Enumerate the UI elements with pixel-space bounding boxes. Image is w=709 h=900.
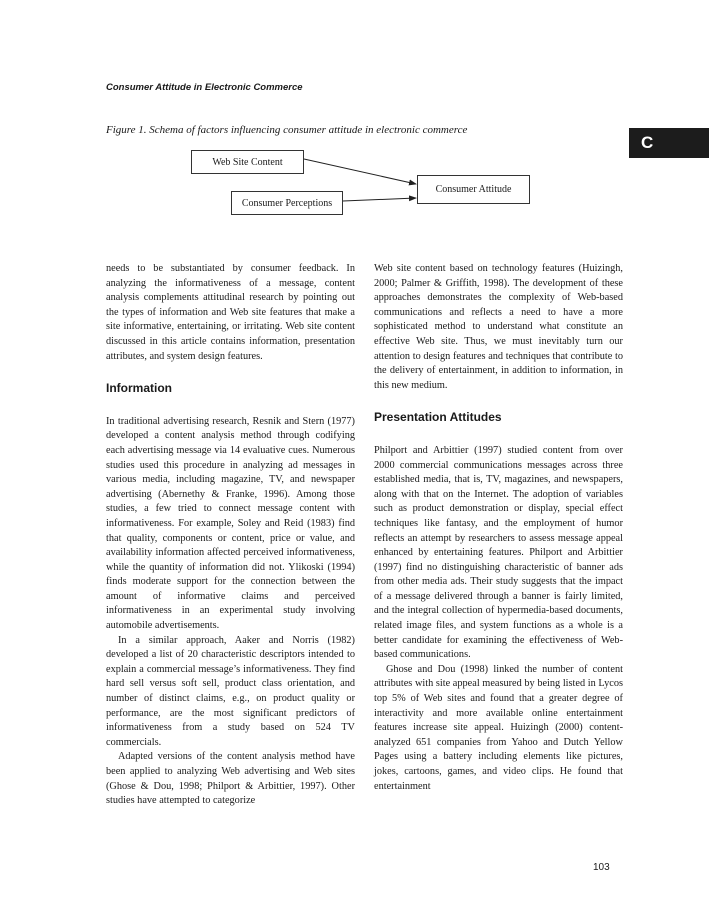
paragraph: Adapted versions of the content analysis method have been applied to analyzing Web advertising and Web sites (Ghose & Dou, 1998; Philport & Arbittier, 1997). Other studies have attempted to categorize bbox=[106, 751, 355, 807]
section-heading-information: Information bbox=[106, 381, 172, 396]
section-heading-presentation-attitudes: Presentation Attitudes bbox=[374, 410, 502, 425]
page-number: 103 bbox=[593, 862, 610, 873]
paragraph: Ghose and Dou (1998) linked the number of content attributes with site appeal measured by being listed in Lycos top 5% of Web sites and found that a greater degree of interactivity and more available online entertainment features increase site appeal. Huizingh (2000) content-analyzed 651 companies from Yahoo and Dutch Yellow Pages using a battery including elements like pictures, jokes, cartoons, games, and video clips. He found that entertainment bbox=[374, 663, 623, 792]
node-label: Consumer Perceptions bbox=[241, 197, 333, 209]
running-head: Consumer Attitude in Electronic Commerce bbox=[106, 82, 303, 93]
paragraph: In a similar approach, Aaker and Norris (1982) developed a list of 20 characteristic descriptors intended to explain a commercial message’s informativeness. They find hard sell versus soft sell, product class orientation, and number of distinct claims, e.g., on product quality or performance, are the most significant predictors of informativeness from a study based on 524 TV commercials. bbox=[106, 634, 355, 748]
figure-diagram bbox=[0, 0, 709, 260]
left-column bbox=[106, 262, 355, 809]
paragraph: Web site content based on technology features (Huizingh, 2000; Palmer & Griffith, 1998). The development of these approaches demonstrates the complexity of Web-based communications and reflects a need to have a more sophisticated method to understand what constitute an effective Web site. Thus, we must inevitably turn our attention to design features and techniques that contribute to the delivery of entertainment, in addition to information, in this new medium. bbox=[374, 263, 623, 391]
node-consumer-attitude bbox=[417, 175, 530, 204]
node-web-site-content bbox=[191, 150, 304, 174]
paragraph: needs to be substantiated by consumer feedback. In analyzing the informativeness of a message, content analysis complements attitudinal research by pointing out the types of information and Web site features that make a site informative, entertaining, or irritating. Web site content discussed in this article contains information, presentation attributes, and system design features. bbox=[106, 263, 355, 362]
paragraph: Philport and Arbittier (1997) studied content from over 2000 commercial communications messages across three established media, that is, TV, magazines, and newspapers, along with that on the Internet. The adoption of variables such as product demonstration or display, special effect techniques like fantasy, and the employment of humor reflects an attempt by researchers to assess message appeal enhanced by entertaining features. Philport and Arbittier (1997) find no distinguishing characteristic of banner ads from other media ads. Their study suggests that the impact of a message delivered through a banner is fairly limited, and the integral collection of hypermedia-based documents, related image files, and system functions as a whole is a better candidate for examining the effectiveness of Web-based communications. bbox=[374, 444, 623, 661]
arrow-content-to-attitude bbox=[304, 159, 416, 184]
node-consumer-perceptions bbox=[231, 191, 343, 215]
figure-caption: Figure 1. Schema of factors influencing consumer attitude in electronic commerce bbox=[106, 124, 468, 136]
section-tab: C bbox=[629, 128, 709, 158]
paragraph: In traditional advertising research, Resnik and Stern (1977) developed a content analysis method through codifying each advertising message via 14 evaluative cues. Numerous studies used this procedure in analyzing ad messages in various media, including magazine, TV, and newspaper advertising (Abernethy & Franke, 1996). Among those studies, a few tried to connect message content with informativeness. For example, Soley and Reid (1983) find that quality, components or content, price or value, and availability information affected perceived informativeness, while the quantity of information did not. Ylikoski (1994) finds moderate support for the connection between the amount of informative claims and perceived informativeness in an experimental study involving automobile advertisements. bbox=[106, 415, 355, 632]
arrow-perceptions-to-attitude bbox=[343, 198, 416, 201]
right-column bbox=[374, 262, 623, 794]
node-label: Consumer Attitude bbox=[435, 184, 512, 195]
node-label: Web Site Content bbox=[212, 156, 283, 168]
